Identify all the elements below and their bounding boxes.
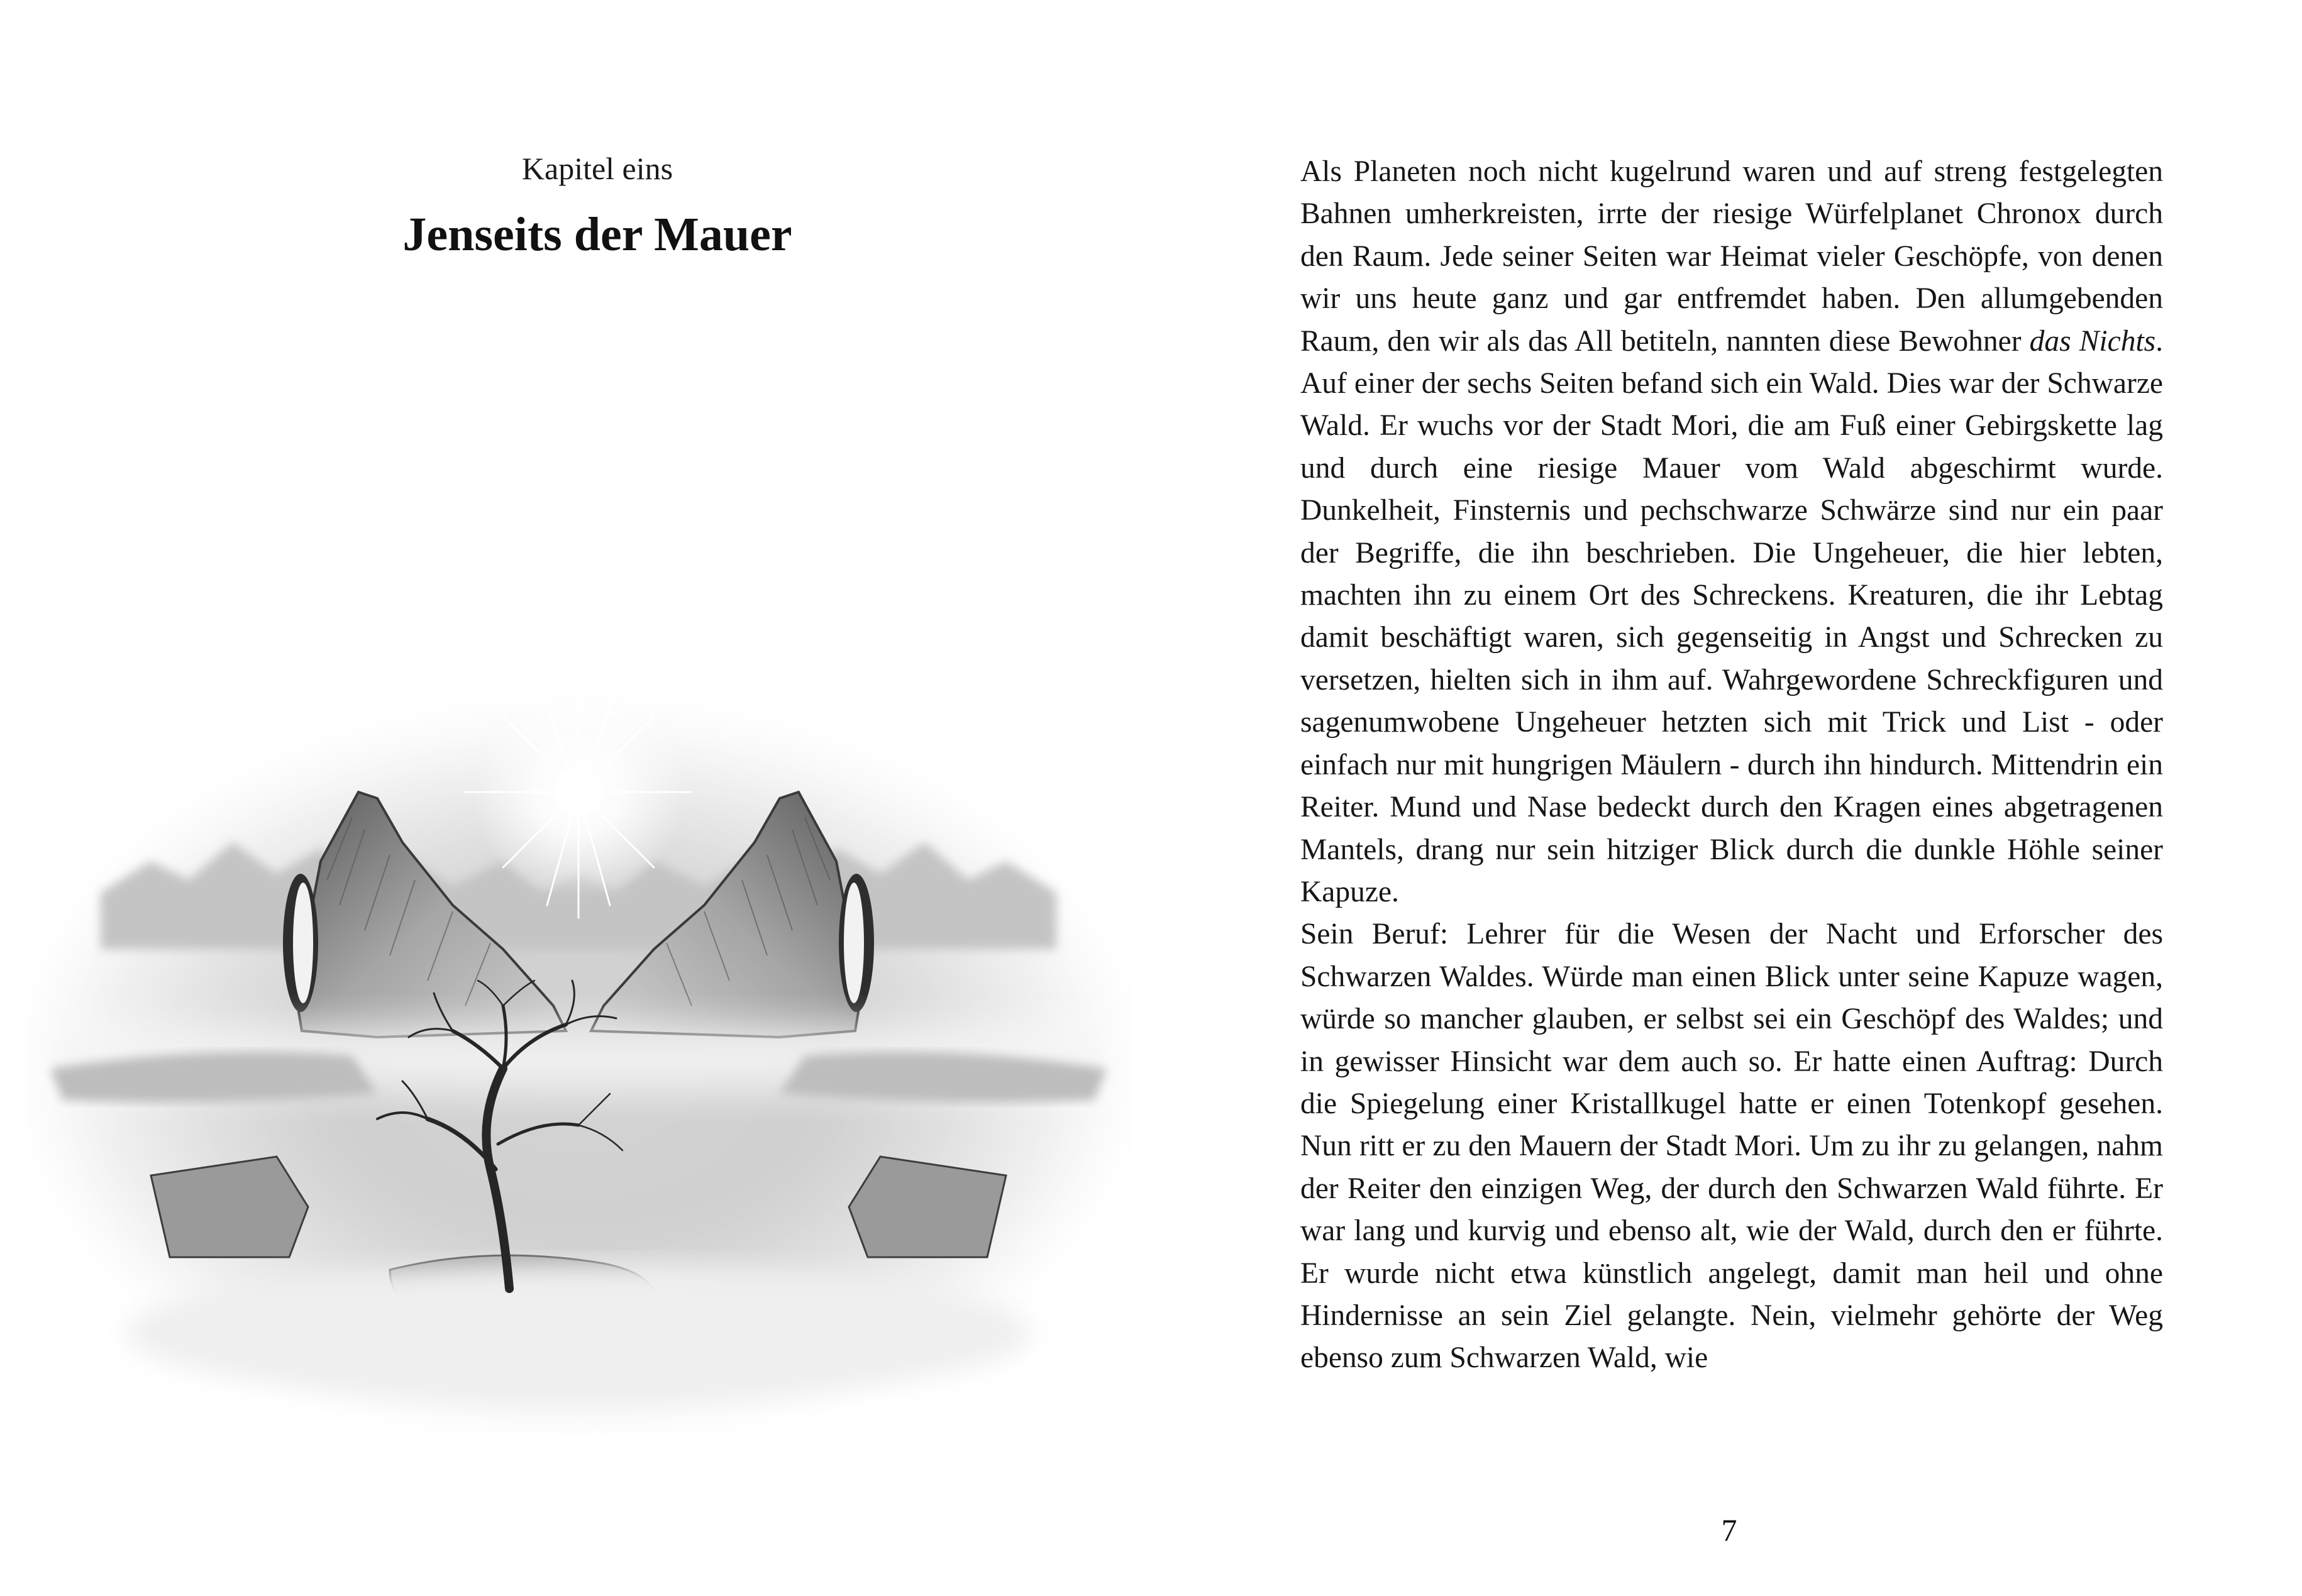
lower-mist	[126, 1263, 1031, 1402]
italic-term: das Nichts	[2029, 324, 2156, 358]
paragraph-1-end: . Auf einer der sechs Seiten befand sich ein Wald. Dies war der Schwarze Wald. Er wuchs vor der Stadt Mori, die am Fuß einer Gebirgskette lag und durch eine riesige Mauer vom Wald abgeschirmt wurde. Dunkelheit, Finsternis und pechschwarze Schwärze sind nur ein paar der Begriffe, die ihn beschrieben. Die Ungeheuer, die hier lebten, machten ihn zu einem Ort des Schreckens. Kreaturen, die ihr Lebtag damit beschäftigt waren, sich gegenseitig in Angst und Schrecken zu versetzen, hielten sich in ihm auf. Wahrgewordene Schreckfiguren und sagenumwobene Ungeheuer hetzten sich mit Trick und List - oder einfach nur mit hungrigen Mäulern - durch ihn hindurch. Mittendrin ein Reiter. Mund und Nase bedeckt durch den Kragen eines abgetragenen Mantels, drang nur sein hitziger Blick durch die dunkle Höhle seiner Kapuze.	[1300, 324, 2164, 908]
paragraph-1	[1300, 151, 2163, 913]
paragraph-1-start: Als Planeten noch nicht kugelrund waren und auf streng festgelegten Bahnen umherkreisten, irrte der riesige Würfelplanet Chronox durch den Raum. Jede seiner Seiten war Heimat vieler Geschöpfe, von denen wir uns heute ganz und gar entfremdet haben. Den allumgebenden Raum, den wir als das All betiteln, nannten diese Bewohner	[1300, 155, 2163, 358]
chapter-label: Kapitel eins	[521, 151, 673, 186]
near-left-cliff	[151, 1157, 308, 1257]
chapter-title: Jenseits der Mauer	[402, 208, 792, 261]
page-number: 7	[1721, 1512, 1737, 1548]
paragraph-2: Sein Beruf: Lehrer für die Wesen der Nacht und Erforscher des Schwarzen Waldes. Würde man einen Blick unter seine Kapuze wagen, würde so mancher glauben, er selbst sei ein Geschöpf des Waldes; und in gewisser Hinsicht war dem auch so. Er hatte einen Auftrag: Durch die Spiegelung einer Kristallkugel hatte er einen Totenkopf gesehen. Nun ritt er zu den Mauern der Stadt Mori. Um zu ihr zu gelangen, nahm der Reiter den einzigen Weg, der durch den Schwarzen Wald führte. Er war lang und kurvig und ebenso alt, wie der Wald, durch den er führte. Er wurde nicht etwa künstlich angelegt, damit man heil und ohne Hindernisse an sein Ziel gelangte. Nein, vielmehr gehörte der Weg ebenso zum Schwarzen Wald, wie	[1300, 918, 2163, 1375]
body-text	[1300, 151, 2163, 1380]
near-right-cliff	[849, 1157, 1006, 1257]
sun-icon	[555, 768, 602, 816]
mountain-valley-tree-illustration	[25, 654, 1132, 1433]
